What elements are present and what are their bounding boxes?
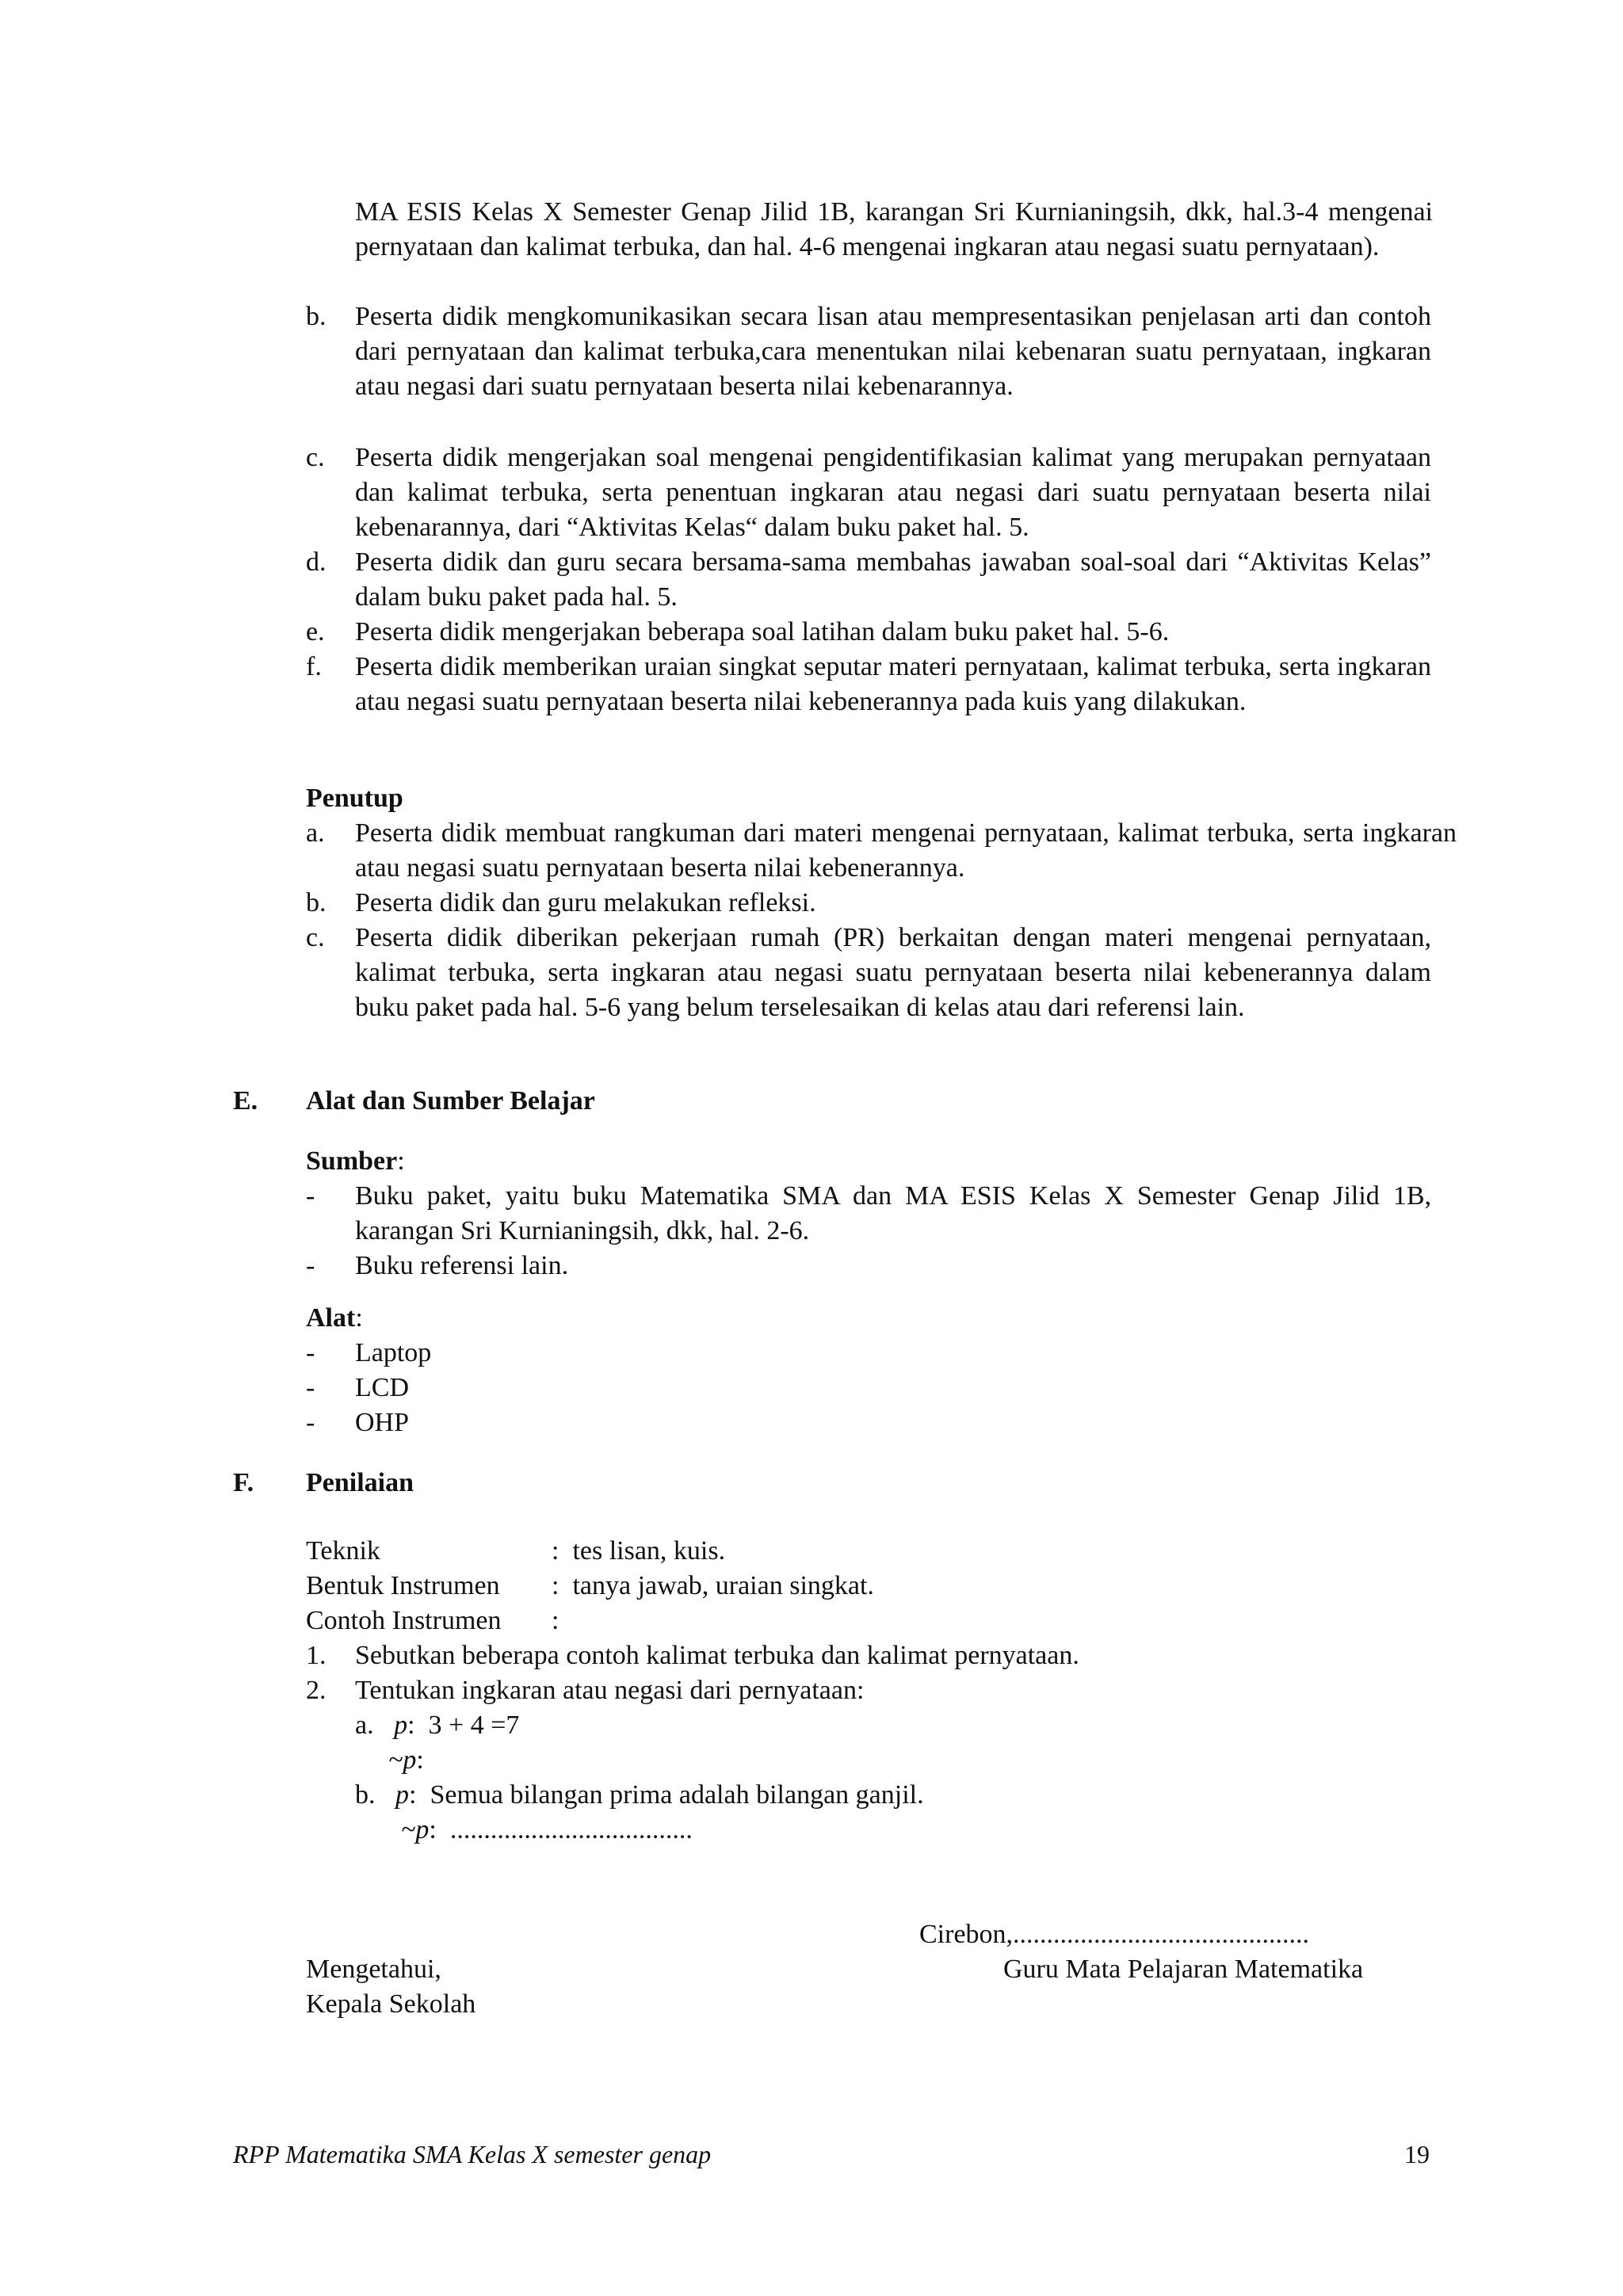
section-e-title: Alat dan Sumber Belajar xyxy=(306,1086,595,1116)
footer-title: RPP Matematika SMA Kelas X semester genap xyxy=(233,2140,712,2168)
sub-question-a-negation xyxy=(388,1743,430,1778)
colon-mark: : xyxy=(407,1711,415,1740)
item-marker: - xyxy=(306,1338,315,1367)
assessment-row-value xyxy=(552,1534,725,1569)
colon-mark: : xyxy=(552,1606,559,1635)
page-number: 19 xyxy=(1404,2140,1430,2168)
item-marker: d. xyxy=(306,547,327,577)
item-text: Buku referensi lain. xyxy=(355,1251,569,1280)
colon-mark: : xyxy=(409,1780,417,1810)
answer-blank: .................................... xyxy=(449,1815,693,1844)
signature-right-line: Guru Mata Pelajaran Matematika xyxy=(1003,1955,1364,1984)
item-text: Peserta didik mengkomunikasikan secara lisan atau mempresentasikan penjelasan arti dan contoh dari pernyataan dan kalimat terbuka,cara menentukan nilai kebenaran suatu pernyataan, ingkaran atau negasi dari suatu pernyataan beserta nilai kebenarannya. xyxy=(355,302,1431,401)
item-text: LCD xyxy=(355,1373,409,1402)
colon-mark: : xyxy=(416,1745,424,1775)
statement-text: Semua bilangan prima adalah bilangan ganjil. xyxy=(430,1780,924,1810)
sub-question-b-negation xyxy=(401,1813,693,1848)
sub-marker: b. xyxy=(355,1780,376,1810)
signature-place-date: Cirebon,............................................ xyxy=(919,1920,1310,1949)
alat-heading xyxy=(306,1301,363,1336)
row-label: Teknik xyxy=(306,1536,380,1566)
item-marker: - xyxy=(306,1373,315,1402)
item-text: Peserta didik mengerjakan beberapa soal latihan dalam buku paket hal. 5-6. xyxy=(355,617,1170,646)
item-marker: - xyxy=(306,1251,315,1280)
item-text: Peserta didik memberikan uraian singkat seputar materi pernyataan, kalimat terbuka, serta ingkaran atau negasi suatu pernyataan beserta nilai kebenerannya pada kuis yang dilakukan. xyxy=(355,652,1431,716)
item-marker: e. xyxy=(306,617,325,646)
sub-question-a xyxy=(355,1708,519,1743)
item-marker: c. xyxy=(306,443,325,472)
item-marker: b. xyxy=(306,888,327,917)
item-text: OHP xyxy=(355,1408,410,1437)
statement-text: 3 + 4 =7 xyxy=(428,1711,520,1740)
colon-mark: : xyxy=(552,1536,559,1566)
item-marker: a. xyxy=(306,818,325,848)
sumber-label: Sumber xyxy=(306,1146,398,1176)
assessment-row-value xyxy=(552,1604,572,1638)
item-text: Peserta didik diberikan pekerjaan rumah (PR) berkaitan dengan materi mengenai pernyataan, kalimat terbuka, serta ingkaran atau negasi suatu pernyataan beserta nilai kebenerannya dalam buku paket pada hal. 5-6 yang belum terselesaikan di kelas atau dari referensi lain. xyxy=(355,923,1431,1022)
alat-label: Alat xyxy=(306,1303,356,1333)
item-text: Peserta didik membuat rangkuman dari materi mengenai pernyataan, kalimat terbuka, serta ingkaran atau negasi suatu pernyataan beserta nilai kebenerannya. xyxy=(355,818,1457,883)
item-marker: - xyxy=(306,1181,315,1211)
item-text: Buku paket, yaitu buku Matematika SMA dan MA ESIS Kelas X Semester Genap Jilid 1B, karangan Sri Kurnianingsih, dkk, hal. 2-6. xyxy=(355,1181,1431,1245)
section-f-title: Penilaian xyxy=(306,1468,414,1497)
colon-mark: : xyxy=(552,1571,559,1600)
sub-marker: a. xyxy=(355,1711,374,1740)
negation-symbol: ~p xyxy=(401,1815,430,1844)
signature-left-line1: Mengetahui, xyxy=(306,1955,441,1984)
item-marker: - xyxy=(306,1408,315,1437)
penutup-heading: Penutup xyxy=(306,784,403,813)
question-number: 1. xyxy=(306,1641,327,1670)
assessment-row-value xyxy=(552,1569,874,1604)
statement-variable: p xyxy=(394,1711,408,1740)
row-label: Contoh Instrumen xyxy=(306,1606,502,1635)
section-f-letter: F. xyxy=(233,1468,254,1497)
colon-mark: : xyxy=(397,1146,405,1176)
assessment-row xyxy=(306,1534,380,1569)
assessment-row xyxy=(306,1569,500,1604)
colon-mark: : xyxy=(355,1303,363,1333)
row-value: tes lisan, kuis. xyxy=(572,1536,726,1566)
item-text: Peserta didik mengerjakan soal mengenai pengidentifikasian kalimat yang merupakan pernyataan dan kalimat terbuka, serta penentuan ingkaran atau negasi dari suatu pernyataan beserta nilai kebenarannya, dari “Aktivitas Kelas“ dalam buku paket hal. 5. xyxy=(355,443,1431,542)
question-text: Tentukan ingkaran atau negasi dari pernyataan: xyxy=(355,1676,865,1705)
row-value: tanya jawab, uraian singkat. xyxy=(572,1571,874,1600)
item-marker: b. xyxy=(306,302,327,331)
item-marker: c. xyxy=(306,923,325,952)
item-text: Peserta didik dan guru secara bersama-sama membahas jawaban soal-soal dari “Aktivitas Kelas” dalam buku paket pada hal. 5. xyxy=(355,547,1431,612)
question-text: Sebutkan beberapa contoh kalimat terbuka dan kalimat pernyataan. xyxy=(355,1641,1079,1670)
negation-symbol: ~p xyxy=(388,1745,417,1775)
item-marker: f. xyxy=(306,652,322,681)
sumber-heading xyxy=(306,1144,405,1179)
statement-variable: p xyxy=(395,1780,409,1810)
sub-question-b xyxy=(355,1778,924,1813)
item-text: Laptop xyxy=(355,1338,432,1367)
colon-mark: : xyxy=(429,1815,437,1844)
item-text: Peserta didik dan guru melakukan refleksi. xyxy=(355,888,816,917)
intro-continuation: MA ESIS Kelas X Semester Genap Jilid 1B, karangan Sri Kurnianingsih, dkk, hal.3-4 mengenai pernyataan dan kalimat terbuka, dan hal. 4-6 mengenai ingkaran atau negasi suatu pernyataan). xyxy=(355,197,1433,261)
assessment-row xyxy=(306,1604,501,1638)
signature-left-line2: Kepala Sekolah xyxy=(306,1989,476,2019)
section-e-letter: E. xyxy=(233,1086,258,1116)
row-label: Bentuk Instrumen xyxy=(306,1571,500,1600)
question-number: 2. xyxy=(306,1676,327,1705)
